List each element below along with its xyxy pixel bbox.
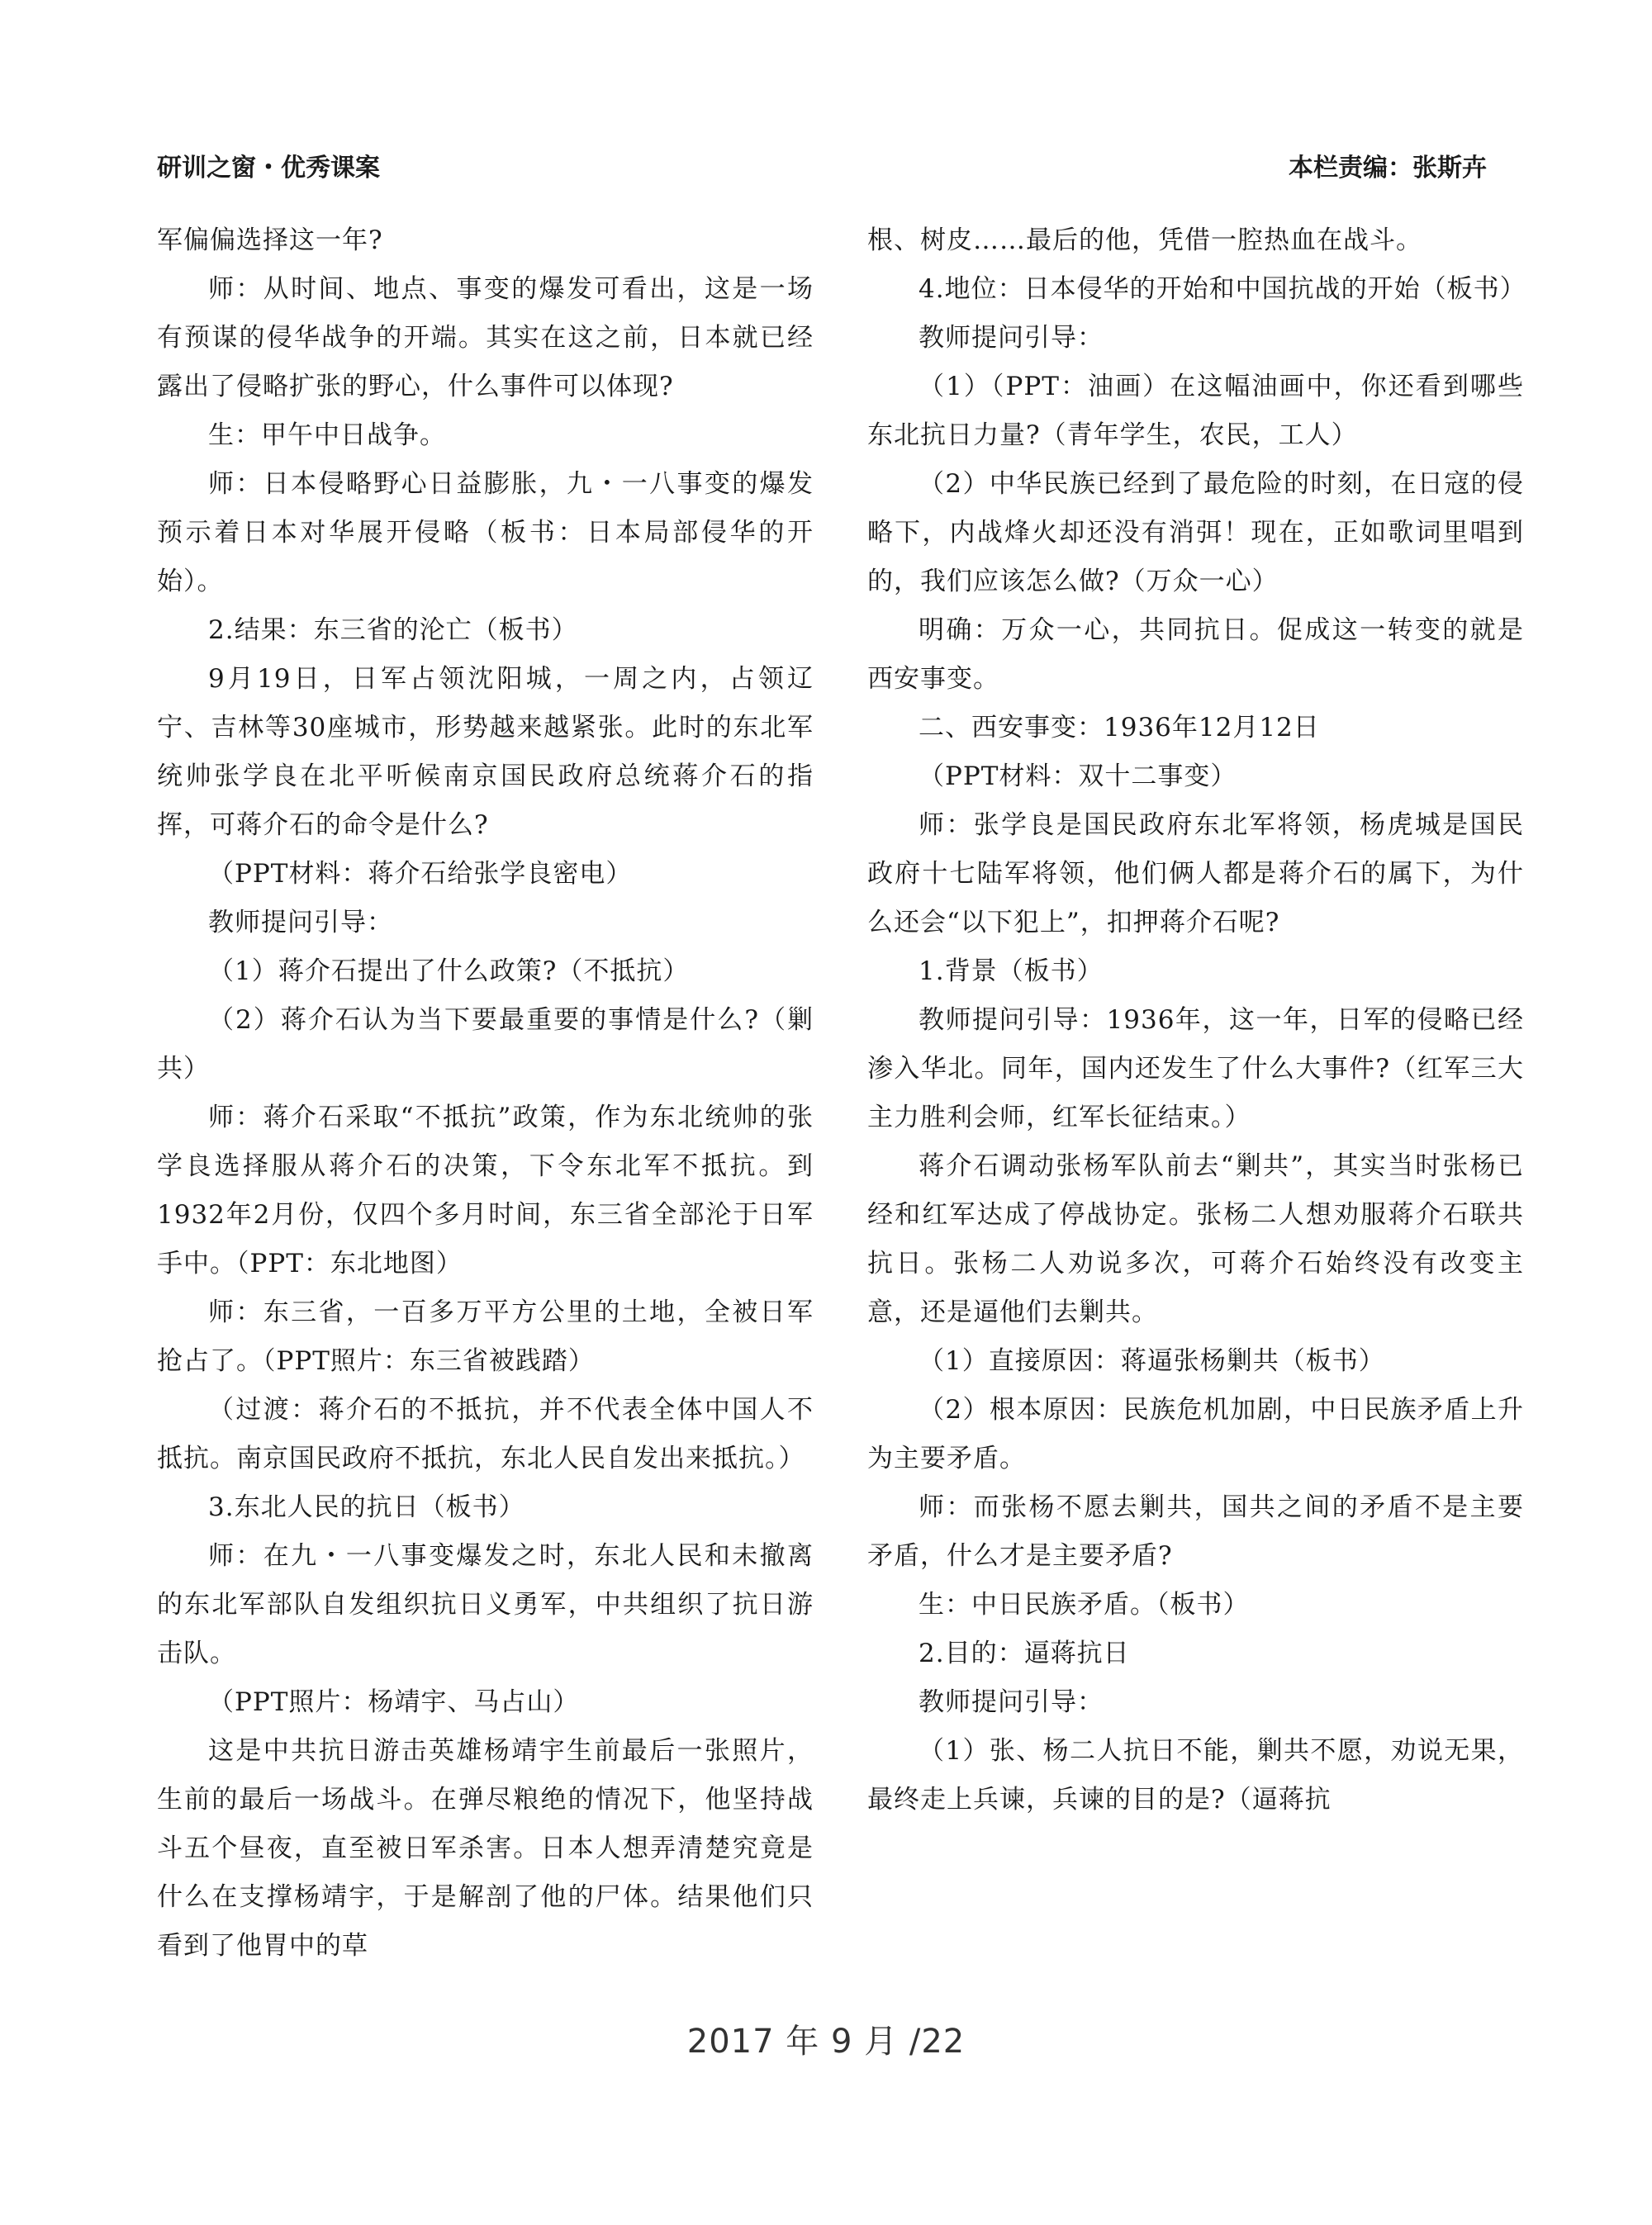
paragraph: （2）蒋介石认为当下要最重要的事情是什么?（剿共） bbox=[157, 1005, 814, 1084]
paragraph: （PPT材料：双十二事变） bbox=[919, 761, 1237, 791]
paragraph: 生：甲午中日战争。 bbox=[208, 420, 446, 450]
paragraph: 这是中共抗日游击英雄杨靖宇生前最后一张照片，生前的最后一场战斗。在弹尽粮绝的情况下，他坚持战斗五个昼夜，直至被日军杀害。日本人想弄清楚究竟是什么在支撑杨靖宇，于是解剖了他的尸体。结果他们只看到了他胃中的草 bbox=[157, 1736, 814, 1961]
paragraph: （过渡：蒋介石的不抵抗，并不代表全体中国人不抵抗。南京国民政府不抵抗，东北人民自发出来抵抗。） bbox=[157, 1395, 814, 1473]
paragraph: 3.东北人民的抗日（板书） bbox=[208, 1492, 525, 1522]
page-header bbox=[157, 147, 1487, 183]
paragraph: 师：蒋介石采取“不抵抗”政策，作为东北统帅的张学良选择服从蒋介石的决策，下令东北军不抵抗。到1932年2月份，仅四个多月时间，东三省全部沦于日军手中。（PPT：东北地图） bbox=[157, 1103, 814, 1279]
paragraph: 师：张学良是国民政府东北军将领，杨虎城是国民政府十七陆军将领，他们俩人都是蒋介石的属下，为什么还会“以下犯上”，扣押蒋介石呢? bbox=[867, 810, 1524, 937]
section-title: 研训之窗・优秀课案 bbox=[157, 154, 380, 183]
paragraph: 1.背景（板书） bbox=[919, 956, 1104, 986]
paragraph: 军偏偏选择这一年? bbox=[157, 225, 383, 255]
paragraph: 师：日本侵略野心日益膨胀，九・一八事变的爆发预示着日本对华展开侵略（板书：日本局部侵华的开始）。 bbox=[157, 469, 814, 596]
left-column bbox=[157, 216, 814, 1971]
paragraph: 师：东三省，一百多万平方公里的土地，全被日军抢占了。（PPT照片：东三省被践踏） bbox=[157, 1298, 814, 1376]
paragraph: 生：中日民族矛盾。（板书） bbox=[919, 1590, 1250, 1620]
paragraph: （2）中华民族已经到了最危险的时刻，在日寇的侵略下，内战烽火却还没有消弭！现在，正如歌词里唱到的，我们应该怎么做?（万众一心） bbox=[867, 469, 1524, 596]
paragraph: （1）直接原因：蒋逼张杨剿共（板书） bbox=[919, 1346, 1385, 1376]
paragraph: （PPT材料：蒋介石给张学良密电） bbox=[208, 859, 633, 889]
paragraph: 教师提问引导：1936年，这一年，日军的侵略已经渗入华北。同年，国内还发生了什么大事件?（红军三大主力胜利会师，红军长征结束。） bbox=[867, 1005, 1524, 1132]
paragraph: 师：在九・一八事变爆发之时，东北人民和未撤离的东北军部队自发组织抗日义勇军，中共组织了抗日游击队。 bbox=[157, 1541, 814, 1668]
paragraph: （1）（PPT：油画）在这幅油画中，你还看到哪些东北抗日力量?（青年学生，农民，工人） bbox=[867, 372, 1524, 450]
paragraph: （2）根本原因：民族危机加剧，中日民族矛盾上升为主要矛盾。 bbox=[867, 1395, 1524, 1473]
paragraph: 明确：万众一心，共同抗日。促成这一转变的就是西安事变。 bbox=[867, 615, 1524, 694]
paragraph: 2.目的：逼蒋抗日 bbox=[919, 1639, 1130, 1668]
paragraph: 教师提问引导： bbox=[919, 1687, 1104, 1717]
page-footer bbox=[0, 2015, 1652, 2062]
paragraph: 9月19日，日军占领沈阳城，一周之内，占领辽宁、吉林等30座城市，形势越来越紧张。此时的东北军统帅张学良在北平听候南京国民政府总统蒋介石的指挥，可蒋介石的命令是什么? bbox=[157, 664, 814, 840]
paragraph: 二、西安事变：1936年12月12日 bbox=[919, 713, 1320, 742]
issue-date-page-number: 2017 年 9 月 /22 bbox=[686, 2023, 966, 2061]
paragraph: 师：从时间、地点、事变的爆发可看出，这是一场有预谋的侵华战争的开端。其实在这之前，日本就已经露出了侵略扩张的野心，什么事件可以体现? bbox=[157, 274, 814, 401]
paragraph: 2.结果：东三省的沦亡（板书） bbox=[208, 615, 578, 645]
editor-credit: 本栏责编：张斯卉 bbox=[1289, 154, 1487, 183]
paragraph: （1）张、杨二人抗日不能，剿共不愿，劝说无果，最终走上兵谏，兵谏的目的是?（逼蒋抗 bbox=[867, 1736, 1524, 1815]
paragraph: 教师提问引导： bbox=[208, 908, 393, 937]
paragraph: 4.地位：日本侵华的开始和中国抗战的开始（板书） bbox=[919, 274, 1526, 304]
paragraph: （PPT照片：杨靖宇、马占山） bbox=[208, 1687, 580, 1717]
paragraph: 教师提问引导： bbox=[919, 323, 1104, 353]
paragraph: 师：而张杨不愿去剿共，国共之间的矛盾不是主要矛盾，什么才是主要矛盾? bbox=[867, 1492, 1524, 1571]
paragraph: （1）蒋介石提出了什么政策?（不抵抗） bbox=[208, 956, 690, 986]
right-column bbox=[867, 216, 1524, 1824]
paragraph: 根、树皮……最后的他，凭借一腔热血在战斗。 bbox=[867, 225, 1422, 255]
paragraph: 蒋介石调动张杨军队前去“剿共”，其实当时张杨已经和红军达成了停战协定。张杨二人想劝服蒋介石联共抗日。张杨二人劝说多次，可蒋介石始终没有改变主意，还是逼他们去剿共。 bbox=[867, 1151, 1524, 1327]
